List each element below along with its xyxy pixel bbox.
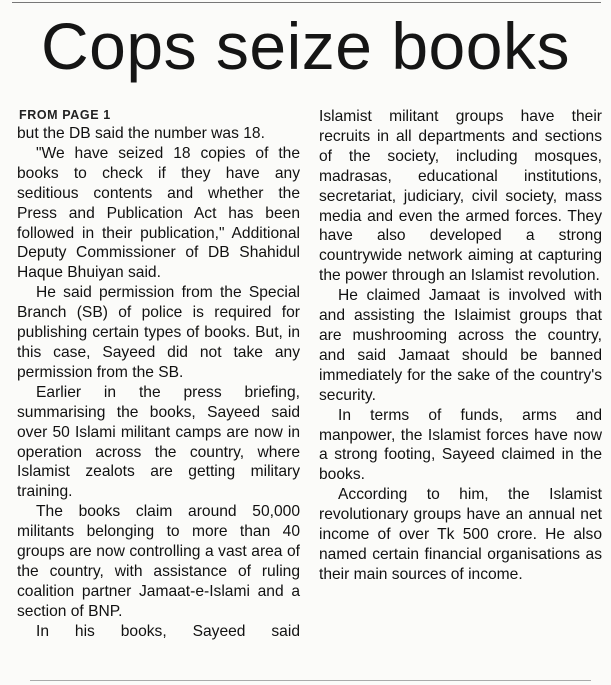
article-column-left bbox=[17, 107, 300, 642]
paragraph: He said permission from the Special Branch (SB) of police is required for publishing certain types of books. But, in this case, Sayeed did not take any permission from the SB. bbox=[17, 284, 300, 381]
paragraph: but the DB said the number was 18. bbox=[17, 125, 265, 142]
paragraph: "We have seized 18 copies of the books to check if they have any seditious contents and whether the Press and Publication Act has been followed in their publication," Additional Deputy Commissioner of DB Shahidul Haque Bhuiyan said. bbox=[17, 144, 300, 282]
paragraph: He claimed Jamaat is involved with and assisting the Islaimist groups that are mushrooming across the country, and said Jamaat should be banned immediately for the sake of the country's security. bbox=[319, 287, 602, 404]
top-rule bbox=[12, 2, 601, 3]
paragraph: The books claim around 50,000 militants belonging to more than 40 groups are now controlling a vast area of the country, with assistance of ruling coalition partner Jamaat-e-Islami and a section of BNP. bbox=[17, 503, 300, 620]
paragraph: In his books, Sayeed said bbox=[36, 622, 300, 640]
paragraph: In terms of funds, arms and manpower, the Islamist forces have now a strong footing, Sayeed claimed in the books. bbox=[319, 406, 602, 484]
bottom-rule bbox=[30, 680, 591, 681]
paragraph: Islamist militant groups have their recruits in all departments and sections of the society, including mosques, madrasas, educational institutions, secretariat, judiciary, civil society, mass media and even the armed forces. They have also developed a strong countrywide network aiming at capturing the power through an Islamist revolution. bbox=[319, 108, 602, 285]
kicker-from-page: FROM PAGE 1 bbox=[19, 108, 111, 122]
headline: Cops seize books bbox=[41, 9, 570, 83]
article-column-right bbox=[319, 107, 602, 585]
paragraph: Earlier in the press briefing, summarising the books, Sayeed said over 50 Islami militant camps are now in operation across the country, where Islamist zealots are getting military training. bbox=[17, 383, 300, 501]
paragraph: According to him, the Islamist revolutionary groups have an annual net income of over Tk 500 crore. He also named certain financial organisations as their main sources of income. bbox=[319, 486, 602, 583]
